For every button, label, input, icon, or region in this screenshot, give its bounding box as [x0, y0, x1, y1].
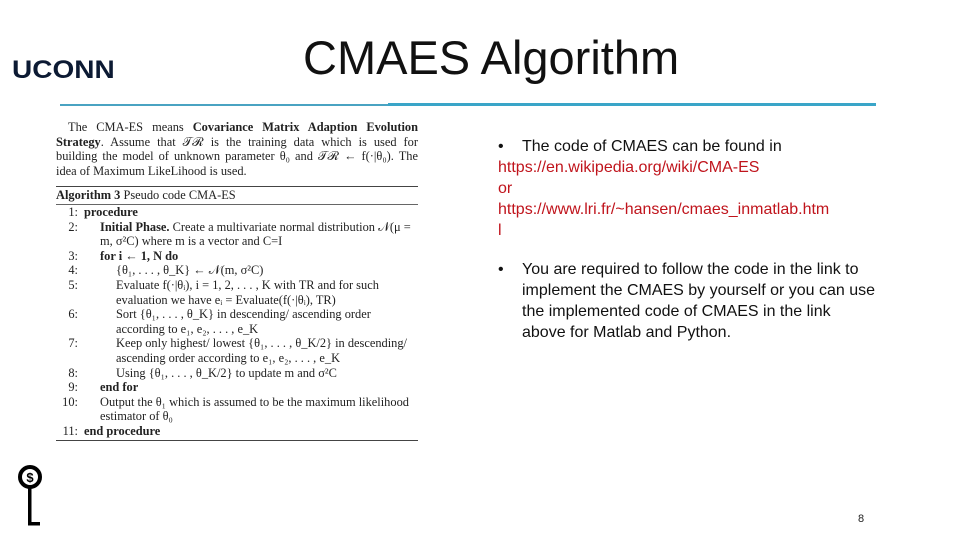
algorithm-line-9 — [56, 380, 418, 395]
line-text: end for — [100, 380, 139, 395]
page-number: 8 — [858, 513, 865, 525]
mascot-icon — [16, 463, 44, 531]
line-number: 3: — [68, 248, 78, 263]
line-text: procedure — [84, 204, 138, 219]
intro-bold-term: Covariance Matrix Adaption Evolution Strategy — [56, 120, 418, 149]
line-number: 6: — [68, 307, 78, 322]
algorithm-line-10 — [56, 395, 418, 424]
line-number: 2: — [68, 219, 78, 234]
slide-title: CMAES Algorithm — [303, 31, 680, 84]
line-number: 1: — [68, 204, 78, 219]
title-underline-right — [388, 103, 876, 106]
intro-text-2: . Assume that 𝒯ℛ is the training data which is used for building the model of unknown parameter θ₀ and 𝒯ℛ ← f(·|θ₀). The idea of Maximum LikeLihood is used. — [56, 134, 418, 178]
bullet-icon: • — [498, 261, 504, 278]
line-text: Output the θ₁ which is assumed to be the maximum likelihood estimator of θ₀ — [100, 394, 409, 424]
line-text: Sort {θ₁, . . . , θ_K} in descending/ ascending order according to e₁, e₂, . . . , e_K — [116, 307, 371, 336]
algorithm-caption — [56, 187, 418, 204]
algorithm-line-11 — [56, 424, 418, 439]
algorithm-line-7 — [56, 336, 418, 365]
line-number: 11: — [62, 423, 78, 438]
bullet-item-requirement — [498, 259, 878, 343]
algorithm-figure — [56, 120, 418, 441]
line-bold: Initial Phase. — [100, 219, 170, 234]
svg-text:$: $ — [26, 470, 34, 485]
algorithm-line-4 — [56, 263, 418, 278]
link-lri-text[interactable]: https://www.lri.fr/~hansen/cmaes_inmatlab.htm — [498, 201, 830, 218]
bullet-list — [498, 136, 878, 343]
link-lri-text-wrap[interactable]: l — [498, 222, 502, 239]
line-text: Create a multivariate normal distribution 𝒩(μ = m, σ²C) where m is a vector and C=I — [100, 219, 411, 249]
line-text: {θ₁, . . . , θ_K} ← 𝒩(m, σ²C) — [116, 263, 264, 278]
algorithm-caption-text: Pseudo code CMA-ES — [120, 188, 236, 203]
algorithm-line-2 — [56, 220, 418, 249]
line-text: Evaluate f(·|θᵢ), i = 1, 2, . . . , K with TR and for such evaluation we have eᵢ = Evaluate(f(·|θᵢ), TR) — [116, 277, 379, 307]
link-lri-hansen[interactable] — [498, 199, 878, 241]
line-number: 5: — [68, 277, 78, 292]
uconn-logo: UCONN — [12, 56, 115, 84]
algorithm-line-5 — [56, 278, 418, 307]
algorithm-caption-label: Algorithm 3 — [56, 188, 121, 203]
bullet-text: The code of CMAES can be found in — [522, 138, 782, 155]
line-text: for i ← 1, N do — [100, 248, 179, 263]
title-underline-left — [60, 104, 388, 106]
link-or: or — [498, 180, 513, 197]
bullet-text: You are required to follow the code in the link to implement the CMAES by yourself or you can use the implemented code of CMAES in the link above for Matlab and Python. — [522, 261, 876, 341]
line-text: Keep only highest/ lowest {θ₁, . . . , θ_K/2} in descending/ ascending order according to e₁, e₂, . . . , e_K — [116, 336, 408, 365]
line-number: 9: — [68, 380, 78, 395]
line-number: 8: — [68, 365, 78, 380]
intro-text-1: The CMA-ES means — [68, 120, 193, 134]
bullet-item-code-location — [498, 136, 878, 241]
line-text: Using {θ₁, . . . , θ_K/2} to update m and σ²C — [116, 365, 337, 380]
line-number: 10: — [62, 394, 78, 409]
line-number: 7: — [68, 336, 78, 351]
bullet-icon: • — [498, 138, 504, 155]
algorithm-line-1 — [56, 205, 418, 220]
algorithm-bottom-rule — [56, 440, 418, 441]
algorithm-line-6 — [56, 307, 418, 336]
algorithm-line-3 — [56, 249, 418, 264]
line-number: 4: — [68, 263, 78, 278]
algorithm-intro — [56, 120, 418, 178]
link-wikipedia[interactable]: https://en.wikipedia.org/wiki/CMA-ES — [498, 159, 760, 176]
line-text: end procedure — [84, 423, 161, 438]
algorithm-line-8 — [56, 366, 418, 381]
